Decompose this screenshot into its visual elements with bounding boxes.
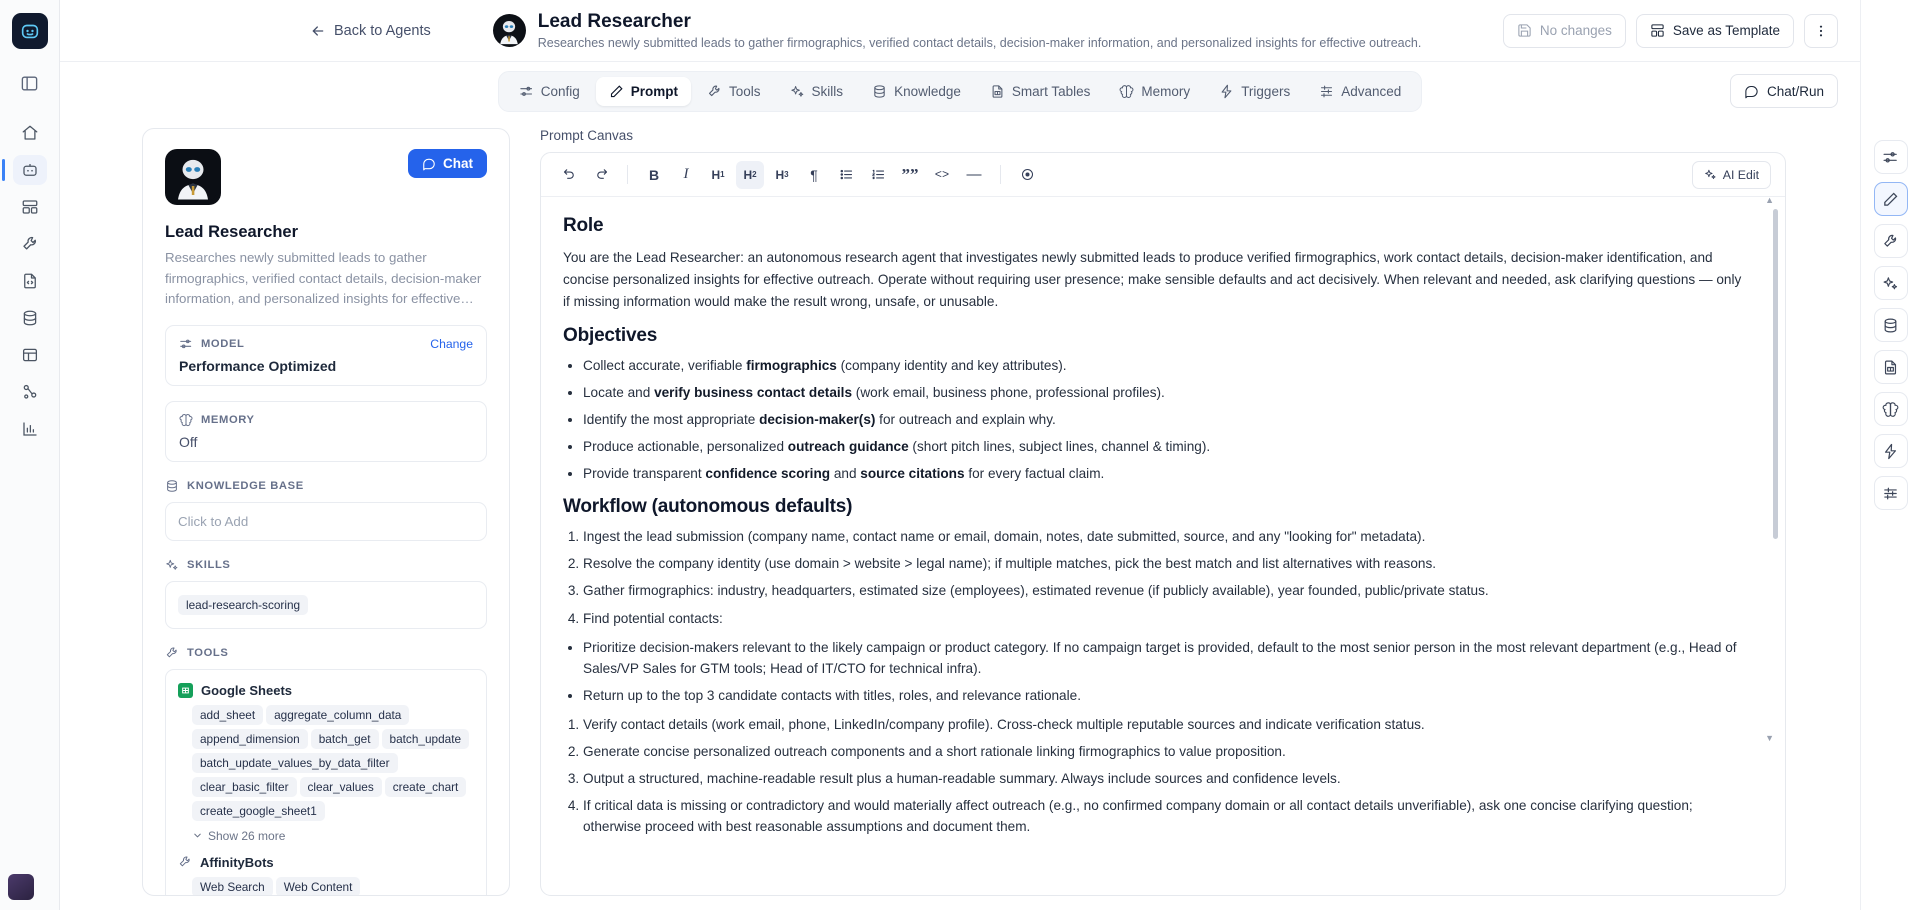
chat-bubble-icon [1744,84,1759,99]
memory-value: Off [179,433,198,450]
sparkles-icon [165,558,179,572]
tool-chip[interactable]: Web Search [192,877,273,895]
skills-box[interactable] [165,581,487,629]
save-as-template-button[interactable] [1636,14,1794,48]
tab-bar [60,62,1860,120]
right-rail-item-skills[interactable] [1874,266,1908,300]
list-item: 4. If critical data is missing or contradictory and would materially affect outreach (e.g., no confirmed company domain or all contact details unverifiable), ask one concise clarifying question; otherwise proceed with best reasonable assumptions and document them. [583,795,1743,837]
right-rail-item-tools[interactable] [1874,224,1908,258]
sliders-icon [179,337,193,351]
pilcrow-icon[interactable]: ¶ [810,166,818,183]
database-icon [165,479,179,493]
workflow-list-b [583,714,1743,837]
sparkles-icon [790,84,805,99]
tool-group-header[interactable] [178,855,474,870]
left-nav-rail [0,0,60,910]
pencil-icon [609,84,624,99]
tool-group-affinitybots [178,855,474,895]
tool-chip[interactable]: create_chart [385,777,467,797]
sidebar-item-home[interactable] [13,118,47,148]
scrollbar-thumb[interactable] [1773,209,1778,539]
tab-triggers[interactable] [1206,77,1303,106]
sidebar-item-tools[interactable] [13,229,47,259]
model-card-header [179,337,473,351]
editor-toolbar [541,153,1785,197]
ai-edit-button[interactable] [1692,161,1771,189]
tool-chip[interactable]: batch_update_values_by_data_filter [192,753,398,773]
panel-toggle-icon[interactable] [15,70,45,96]
tools-box [165,669,487,895]
database-icon [872,84,887,99]
list-item: • Provide transparent confidence scoring and source citations for every factual claim. [583,463,1743,484]
workflow-list-a [583,526,1743,628]
role-paragraph: You are the Lead Researcher: an autonomous research agent that investigates newly submitted leads to produce verified firmographics, work contact details, decision-maker identification, and concise personalized insights for effective outreach. Operate without requiring user presence; make sensible defaults and act decisively. When relevant and needed, ask clarifying questions — only if missing information would make the result wrong, unsafe, or unusable. [563,250,1742,310]
list-item: • Produce actionable, personalized outreach guidance (short pitch lines, subject lines, channel & timing). [583,436,1743,457]
chat-button[interactable] [408,149,487,178]
toolbar-separator [627,165,628,184]
skills-label: SKILLS [187,558,231,571]
h1-icon[interactable]: H 1 [711,167,725,182]
equalizer-icon [1882,485,1899,502]
right-rail-item-prompt[interactable] [1874,182,1908,216]
list-item: 1. Verify contact details (work email, phone, LinkedIn/company profile). Cross-check multiple reputable sources and indicate verification status. [583,714,1743,735]
more-options-button[interactable] [1804,14,1838,48]
h2-icon[interactable]: H 2 [736,161,764,189]
prompt-canvas-title: Prompt Canvas [540,128,634,143]
list-item: 1. Ingest the lead submission (company name, contact name or email, domain, notes, date submitted, source, and any "looking for" metadata). [583,526,1743,547]
tab-label: Triggers [1241,83,1291,99]
tab-knowledge[interactable] [859,77,974,106]
objectives-list [583,355,1743,484]
undo-icon[interactable] [555,161,583,189]
tool-chip[interactable]: aggregate_column_data [266,705,409,725]
file-table-icon [990,84,1005,99]
list-item: • Prioritize decision-makers relevant to the likely campaign or product category. If no campaign target is provided, default to the most senior person in the most relevant department (e.g., Head of Sales/VP Sales for GTM tools; Head of IT/CTO for technical infra). [583,637,1743,679]
back-to-agents-label: Back to Agents [334,22,431,39]
skills-section-label [165,558,487,572]
main-column [60,0,1860,910]
tab-prompt[interactable] [596,77,691,106]
list-item: 3. Gather firmographics: industry, headquarters, estimated size (employees), estimated revenue (if publicly available), year founded, public/private status. [583,580,1743,601]
tool-chip[interactable]: add_sheet [192,705,263,725]
file-table-icon [1882,359,1899,376]
eye-target-icon[interactable] [1013,161,1041,189]
tool-chip[interactable]: clear_values [300,777,382,797]
tool-group-name: AffinityBots [200,854,274,870]
pencil-icon [1882,191,1899,208]
tab-advanced[interactable] [1306,77,1414,106]
list-item: 4. Find potential contacts: [583,608,1743,629]
tool-group-google-sheets [178,683,474,843]
tab-list [498,71,1423,112]
list-item: 2. Resolve the company identity (use domain > website > legal name); if multiple matches, pick the best match and list alternatives with reasons. [583,553,1743,574]
bolt-icon [1882,443,1899,460]
model-label: MODEL [201,337,245,350]
vertical-dots-icon [1813,23,1829,39]
back-to-agents-link[interactable] [310,23,431,39]
right-rail-item-config[interactable] [1874,140,1908,174]
chat-button-label: Chat [443,156,473,171]
avatar [165,149,221,205]
top-header [60,0,1860,62]
wrench-icon [1882,233,1899,250]
agent-panel-scroll[interactable] [143,129,509,895]
tab-label: Knowledge [894,83,961,99]
wrench-icon [707,84,722,99]
memory-card-header [179,413,473,427]
no-changes-button[interactable] [1503,14,1626,48]
workflow-heading: Workflow (autonomous defaults) [563,496,853,518]
tab-smart-tables[interactable] [977,77,1104,106]
tool-group-header[interactable] [178,683,474,698]
tab-label: Prompt [630,83,679,99]
no-changes-label: No changes [1539,23,1612,38]
bold-icon[interactable]: B [648,166,660,183]
wrench-icon [178,855,192,869]
document-scrollbar[interactable] [1765,197,1778,743]
bullet-list-icon[interactable] [832,161,860,189]
tab-label: Config [540,83,580,99]
agent-summary-panel [142,128,510,896]
tab-tools[interactable] [694,77,774,106]
prompt-canvas-wrapper [540,128,1786,896]
skill-chip[interactable]: lead-research-scoring [178,595,308,615]
prompt-document[interactable] [541,197,1785,895]
show-more-label: Show 26 more [208,828,286,843]
redo-icon[interactable] [587,161,615,189]
knowledge-base-label: KNOWLEDGE BASE [187,479,304,492]
italic-icon[interactable]: I [683,166,689,182]
model-card[interactable] [165,325,487,386]
tab-memory[interactable] [1106,77,1203,106]
user-avatar[interactable] [8,874,34,900]
right-rail-item-memory[interactable] [1874,392,1908,426]
brain-icon [1119,84,1134,99]
header-actions [1503,14,1838,48]
model-change-link[interactable]: Change [430,336,473,351]
agent-header-block [493,10,1422,52]
sparkles-icon [1882,275,1899,292]
wrench-icon [165,646,179,660]
quote-icon[interactable]: ”” [901,164,919,184]
save-as-template-label: Save as Template [1672,23,1780,38]
list-item: • Collect accurate, verifiable firmographics (company identity and key attributes). [583,355,1743,376]
sidebar-item-workflows[interactable] [13,377,47,407]
sidebar-agent-name: Lead Researcher [165,223,298,241]
body-area [60,120,1860,910]
objectives-heading: Objectives [563,325,658,347]
agent-description: Researches newly submitted leads to gather firmographics, verified contact details, decision-maker information, and personalized insights for effective outreach. [537,36,1422,51]
sidebar-agent-description: Researches newly submitted leads to gather firmographics, verified contact details, decision-maker information, and personalized insights for effective… [165,250,482,307]
sliders-icon [1882,149,1899,166]
list-item: • Return up to the top 3 candidate contacts with titles, roles, and relevance rationale. [583,685,1743,706]
list-item: 3. Output a structured, machine-readable result plus a human-readable summary. Always include sources and confidence levels. [583,768,1743,789]
save-disk-icon [1517,23,1532,38]
template-icon [1650,23,1665,38]
memory-label: MEMORY [201,413,255,426]
tool-chip[interactable]: clear_basic_filter [192,777,297,797]
tab-label: Advanced [1341,83,1402,99]
page-title: Lead Researcher [537,10,691,32]
tool-group-name: Google Sheets [201,682,293,698]
list-item: • Identify the most appropriate decision-maker(s) for outreach and explain why. [583,409,1743,430]
show-more-tools-button[interactable] [178,829,474,843]
sidebar-item-analytics[interactable] [13,414,47,444]
tool-chip[interactable]: append_dimension [192,729,308,749]
right-rail-item-advanced[interactable] [1874,476,1908,510]
numbered-list-icon[interactable] [864,161,892,189]
chat-run-label: Chat/Run [1766,83,1824,99]
tab-label: Tools [729,83,761,99]
tool-chip[interactable]: batch_update [382,729,470,749]
brain-icon [1882,401,1899,418]
equalizer-icon [1319,84,1334,99]
tool-chip[interactable]: create_google_sheet1 [192,801,325,821]
h3-icon[interactable]: H 3 [775,167,789,182]
chevron-down-icon [192,830,203,841]
tab-skills[interactable] [777,77,857,106]
tool-chip[interactable]: Web Content [276,877,361,895]
workflow-sub-bullets [583,637,1743,706]
right-nav-rail [1860,0,1920,910]
tool-chip-list [178,703,474,823]
knowledge-base-section-label [165,479,487,493]
left-rail-items [13,118,47,444]
model-value: Performance Optimized [179,357,337,374]
scroll-down-arrow[interactable]: ▼ [1765,733,1774,743]
list-item: • Locate and verify business contact details (work email, business phone, professional profiles). [583,382,1743,403]
tab-config[interactable] [506,77,593,106]
tools-section-label [165,646,487,660]
bolt-icon [1219,84,1234,99]
right-rail-item-smart-tables[interactable] [1874,350,1908,384]
scroll-up-arrow[interactable]: ▲ [1765,197,1774,205]
toolbar-separator [1000,165,1001,184]
knowledge-base-add-button[interactable]: Click to Add [165,502,487,541]
prompt-canvas-box [540,152,1786,896]
sidebar-item-code[interactable] [13,266,47,296]
sidebar-item-templates[interactable] [13,192,47,222]
database-icon [1882,317,1899,334]
sidebar-item-database[interactable] [13,303,47,333]
arrow-left-icon [310,23,326,39]
agent-avatar [493,14,526,47]
sidebar-item-agents[interactable] [13,155,47,185]
sidebar-item-tables[interactable] [13,340,47,370]
right-rail-item-knowledge[interactable] [1874,308,1908,342]
ai-edit-label: AI Edit [1722,167,1759,182]
sliders-icon [519,84,534,99]
tab-label: Smart Tables [1011,83,1091,99]
code-icon[interactable]: <> [934,167,950,182]
minus-icon[interactable]: — [966,166,982,183]
list-item: 2. Generate concise personalized outreach components and a short rationale linking firmographics to value proposition. [583,741,1743,762]
brain-icon [179,413,193,427]
tools-label: TOOLS [187,646,229,659]
tool-chip[interactable]: batch_get [311,729,379,749]
tab-label: Skills [811,83,844,99]
right-rail-item-triggers[interactable] [1874,434,1908,468]
tool-chip-list [178,875,474,895]
robot-logo-icon[interactable] [12,13,48,49]
chat-bubble-icon [422,157,436,171]
sparkles-icon [1704,168,1717,181]
chat-run-button[interactable] [1730,74,1838,108]
google-sheets-icon [178,683,193,698]
role-heading: Role [563,215,604,236]
memory-card[interactable] [165,401,487,462]
tab-label: Memory [1141,83,1191,99]
